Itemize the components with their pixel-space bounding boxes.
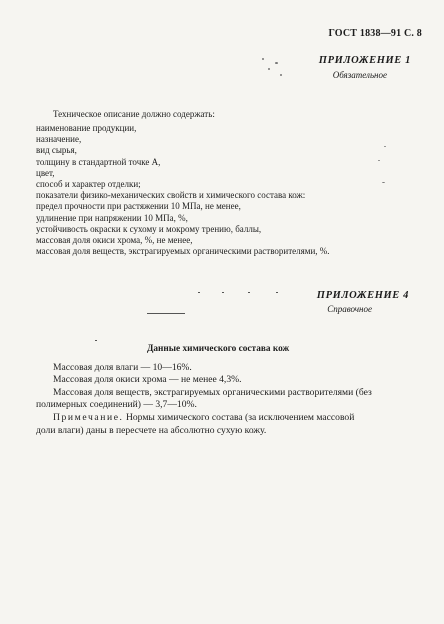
list-item: предел прочности при растяжении 10 МПа, не менее, bbox=[36, 201, 241, 212]
appendix-2-subtitle: Справочное bbox=[327, 304, 372, 314]
appendix-2-title: ПРИЛОЖЕНИЕ 4 bbox=[316, 290, 409, 301]
list-item: устойчивость окраски к сухому и мокрому трению, баллы, bbox=[36, 223, 262, 234]
list-item: удлинение при напряжении 10 МПа, %, bbox=[36, 212, 188, 223]
note-text: Нормы химического состава (за исключением массовой bbox=[123, 412, 355, 423]
list-item: назначение, bbox=[36, 134, 82, 145]
data-line: Массовая доля окиси хрома — не менее 4,3%. bbox=[53, 374, 242, 386]
list-item: вид сырья, bbox=[36, 145, 77, 156]
appendix-1-intro: Техническое описание должно содержать: bbox=[53, 109, 215, 119]
note-continuation: доли влаги) даны в пересчете на абсолютно сухую кожу. bbox=[36, 425, 267, 436]
note-paragraph bbox=[53, 412, 354, 424]
list-item: наименование продукции, bbox=[36, 123, 137, 133]
document-header: ГОСТ 1838—91 С. 8 bbox=[328, 28, 422, 39]
section-title: Данные химического состава кож bbox=[147, 344, 290, 354]
list-item: способ и характер отделки; bbox=[36, 179, 141, 190]
data-line: полимерных соединений) — 3,7—10%. bbox=[36, 399, 197, 410]
list-item: массовая доля веществ, экстрагируемых органическими растворителями, %. bbox=[36, 246, 330, 257]
appendix-1-subtitle: Обязательное bbox=[332, 70, 387, 80]
appendix-1-title: ПРИЛОЖЕНИЕ 1 bbox=[318, 55, 411, 66]
list-item: показатели физико-механических свойств и химического состава кож: bbox=[36, 190, 306, 201]
technical-description-list bbox=[36, 123, 330, 257]
list-item: цвет, bbox=[36, 167, 55, 178]
list-item: массовая доля окиси хрома, %, не менее, bbox=[36, 235, 193, 246]
chemical-composition-list bbox=[53, 362, 372, 399]
data-line: Массовая доля веществ, экстрагируемых органическими растворителями (без bbox=[53, 386, 372, 398]
note-label: Примечание. bbox=[53, 412, 124, 423]
list-item: толщину в стандартной точке А, bbox=[36, 156, 161, 167]
data-line: Массовая доля влаги — 10—16%. bbox=[53, 362, 192, 373]
